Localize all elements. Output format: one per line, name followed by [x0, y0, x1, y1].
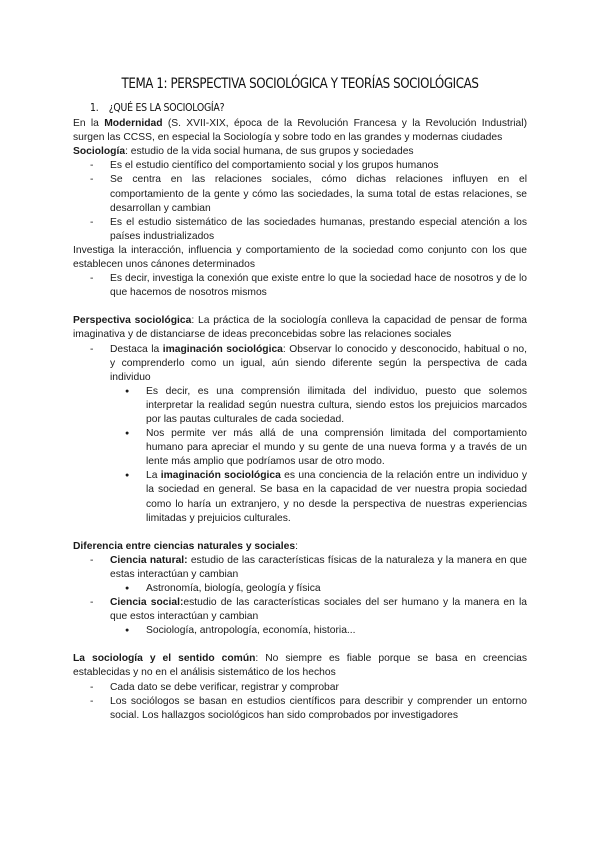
- natural-examples-list: [110, 582, 527, 596]
- sociologia-bold: Sociología: [73, 146, 126, 158]
- bullet-prefix: La: [146, 470, 161, 482]
- list-item: ● Astronomía, biología, geología y física: [110, 582, 527, 596]
- imaginacion-bullets: [110, 385, 527, 526]
- spacer: [73, 300, 527, 314]
- list-item: - Es el estudio sistemático de las sociedades humanas, prestando especial atención a los países industrializados: [73, 216, 527, 244]
- item-bold: imaginación sociológica: [162, 343, 283, 355]
- list-item: [73, 554, 527, 582]
- list-item: ● Es decir, es una comprensión ilimitada del individuo, puesto que solemos interpretar la realidad según nuestra cultura, siendo estos los prejuicios marcados por las pautas culturales de cada sociedad.: [110, 385, 527, 427]
- sentido-list: [73, 681, 527, 723]
- sociologia-list: [73, 159, 527, 244]
- perspectiva-bold: Perspectiva sociológica: [73, 315, 192, 327]
- perspectiva-rest: : La práctica de la sociología conlleva la capacidad de pensar de forma imaginativa y de distanciarse de ideas preconcebidas sobre las relaciones sociales: [73, 315, 528, 341]
- list-item: - Se centra en las relaciones sociales, cómo dichas relaciones influyen en el comportamiento de la gente y cómo las sociedades, la suma total de estas relaciones, se desarrollan y cambian: [73, 173, 527, 215]
- diferencia-colon: :: [295, 540, 298, 552]
- list-item: - Es decir, investiga la conexión que existe entre lo que la sociedad hace de nosotros y de lo que hacemos de nosotros mismos: [73, 272, 527, 300]
- bullet-bold: imaginación sociológica: [160, 470, 281, 482]
- section-heading-1: [90, 101, 461, 115]
- item-prefix: Destaca la: [110, 343, 163, 355]
- list-item: - Cada dato se debe verificar, registrar y comprobar: [73, 681, 527, 695]
- ciencia-natural-list: [73, 554, 527, 582]
- social-examples-list: [110, 624, 527, 638]
- bullet-rest: es una conciencia de la relación entre un individuo y la sociedad en general. Se basa en la capacidad de ver nuestra propia sociedad como lo haría un extranjero, y no desde la perspectiva de nuestras experiencias limitadas y prejuicios culturales.: [146, 470, 527, 524]
- list-item: [110, 469, 527, 525]
- document-title: TEMA 1: PERSPECTIVA SOCIOLÓGICA Y TEORÍAS SOCIOLÓGICAS: [121, 76, 479, 92]
- perspectiva-paragraph: [73, 314, 527, 342]
- investiga-list: [73, 272, 527, 300]
- intro-prefix: En la: [73, 118, 105, 130]
- social-bold: Ciencia social:: [110, 597, 184, 609]
- list-item: [73, 596, 527, 624]
- sentido-paragraph: [73, 652, 527, 680]
- sentido-rest: : No siempre es fiable porque se basa en creencias establecidas y no en el análisis sistemático de los hechos: [73, 653, 527, 679]
- section-number: 1.: [90, 101, 99, 114]
- perspectiva-list: [73, 343, 527, 385]
- spacer: [73, 638, 527, 652]
- sociologia-rest: : estudio de la vida social humana, de sus grupos y sociedades: [125, 146, 414, 158]
- natural-rest: estudio de las características físicas de la naturaleza y la manera en que estas interactúan y cambian: [110, 554, 527, 580]
- intro-rest: (S. XVII-XIX, época de la Revolución Francesa y la Revolución Industrial) surgen las CCSS, en especial la Sociología y sobre todo en las grandes y modernas ciudades: [73, 118, 527, 144]
- natural-bold: Ciencia natural:: [110, 554, 188, 566]
- list-item: - Es el estudio científico del comportamiento social y los grupos humanos: [73, 159, 527, 173]
- item-rest: : Observar lo conocido y desconocido, habitual o no, y comprenderlo como un igual, aún siendo diferente según la perspectiva de cada individuo: [110, 343, 528, 383]
- section-heading-text: ¿QUÉ ES LA SOCIOLOGÍA?: [108, 101, 225, 114]
- social-rest: estudio de las características sociales del ser humano y la manera en la que estos interactúan y cambian: [110, 597, 528, 623]
- list-item: ● Sociología, antropología, economía, historia...: [110, 624, 527, 638]
- diferencia-bold: Diferencia entre ciencias naturales y sociales: [73, 540, 296, 552]
- list-item: - Los sociólogos se basan en estudios científicos para describir y comprender un entorno social. Los hallazgos sociológicos han sido comprobados por investigadores: [73, 695, 527, 723]
- sociologia-definition: [73, 145, 527, 159]
- diferencia-heading: [73, 540, 527, 554]
- ciencia-social-list: [73, 596, 527, 624]
- list-item: [73, 343, 527, 385]
- spacer: [73, 526, 527, 540]
- list-item: ● Nos permite ver más allá de una comprensión limitada del comportamiento humano para apreciar el mundo y su gente de una nueva forma y a través de un lente más amplio que podríamos usar de otro modo.: [110, 427, 527, 469]
- investiga-paragraph: Investiga la interacción, influencia y comportamiento de la sociedad como conjunto con los que establecen unos cánones determinados: [73, 244, 527, 271]
- sentido-bold: La sociología y el sentido común: [73, 653, 256, 665]
- intro-paragraph: [73, 117, 527, 145]
- intro-bold: Modernidad: [104, 118, 163, 130]
